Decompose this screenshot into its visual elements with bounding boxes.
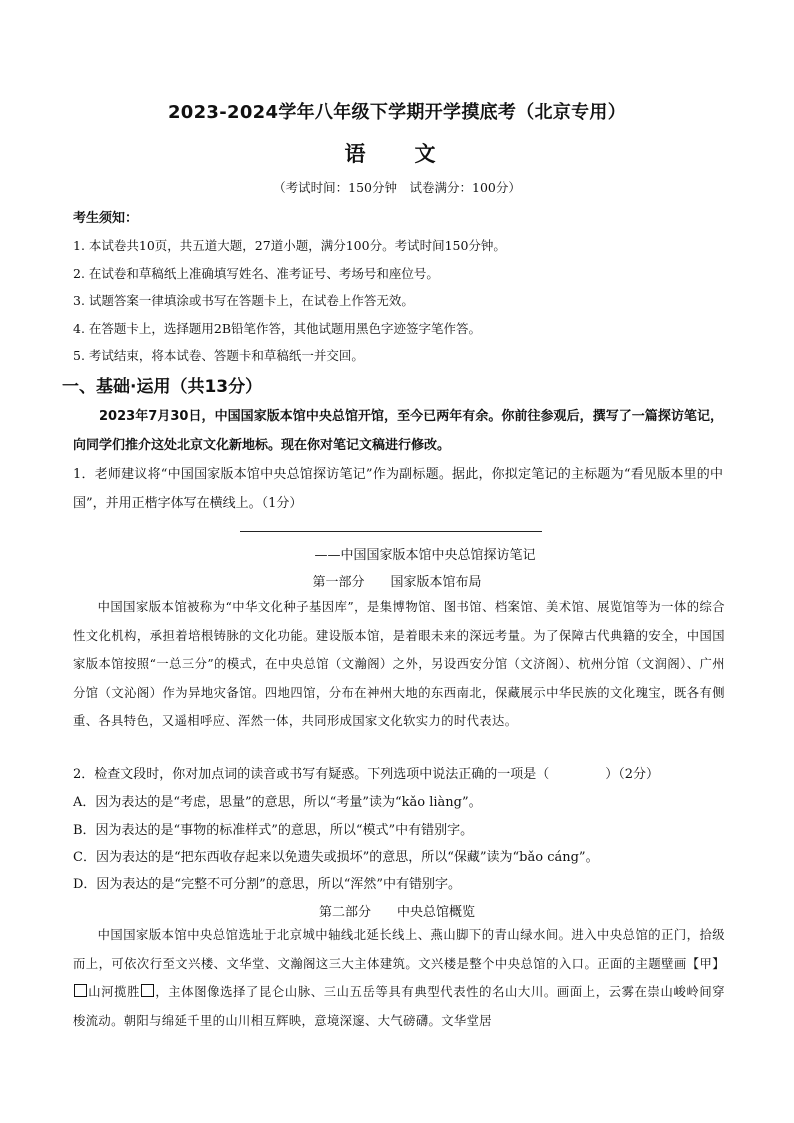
- question-2-points: ）（2分）: [605, 767, 660, 782]
- notice-list: [73, 232, 733, 370]
- question-2-stem: 2．检查文段时，你对加点词的读音或书写有疑惑。下列选项中说法正确的一项是（: [73, 767, 550, 782]
- option-d: D．因为表达的是“完整不可分割”的意思，所以“浑然”中有错别字。: [73, 877, 462, 892]
- part1-heading: 第一部分 国家版本馆布局: [312, 575, 482, 590]
- notice-item: 4. 在答题卡上，选择题用2B铅笔作答，其他试题用黑色字迹签字笔作答。: [73, 320, 482, 336]
- part1-passage-text: 中国国家版本馆被称为“中华文化种子基因库”，是集博物馆、图书馆、档案馆、美术馆、展览馆等为一体的综合性文化机构，承担着培根铸脉的文化功能。建设版本馆，是着眼未来的深远考量。为了保障古代典籍的安全，中国国家版本馆按照“一总三分”的模式，在中央总馆（文瀚阁）之外，另设西安分馆（文济阁）、杭州分馆（文润阁）、广州分馆（文沁阁）作为异地灾备馆。四地四馆，分布在神州大地的东西南北，保藏展示中华民族的文化瑰宝，既各有侧重、各具特色，又遥相呼应、浑然一体，共同形成国家文化软实力的时代表达。: [73, 600, 725, 729]
- option-c: C．因为表达的是“把东西收存起来以免遗失或损坏”的意思，所以“保藏”读为“bǎo cáng”。: [73, 850, 599, 865]
- notice-heading: 考生须知：: [73, 211, 139, 226]
- answer-blank-line[interactable]: [240, 531, 542, 532]
- part2-passage: [73, 921, 725, 1035]
- notice-item: 1. 本试卷共10页，共五道大题，27道小题，满分100分。考试时间150分钟。: [73, 238, 506, 253]
- part2-heading: 第二部分 中央总馆概览: [318, 905, 475, 920]
- part2-text-end: ，主体图像选择了昆仑山脉、三山五岳等具有典型代表性的名山大川。画面上，云雾在崇山峻岭间穿梭流动。朝阳与绵延千里的山川相互辉映，意境深邃、大气磅礴。文华堂居: [73, 985, 725, 1028]
- part1-passage: [73, 593, 725, 736]
- question-1: [73, 461, 723, 518]
- question-2: [73, 763, 659, 782]
- blank-box-right: [141, 984, 154, 997]
- part2-passage-text: [73, 921, 725, 1035]
- section-intro-text: 2023年7月30日，中国国家版本馆中央总馆开馆，至今已两年有余。你前往参观后，撰写了一篇探访笔记，向同学们推介这处北京文化新地标。现在你对笔记文稿进行修改。: [73, 409, 723, 453]
- option-a: A．因为表达的是“考虑，思量”的意思，所以“考量”读为“kǎo liàng”。: [73, 795, 482, 810]
- subject-title: 语 文: [344, 142, 450, 166]
- notice-item: 5. 考试结束，将本试卷、答题卡和草稿纸一并交回。: [73, 348, 364, 363]
- subtitle: ——中国国家版本馆中央总馆探访笔记: [314, 548, 536, 563]
- part2-text-mid: 山河揽胜: [88, 985, 141, 1000]
- question-1-text: 1．老师建议将“中国国家版本馆中央总馆探访笔记”作为副标题。据此，你拟定笔记的主标题为“看见版本里的中国”，并用正楷字体写在横线上。（1分）: [73, 467, 723, 511]
- exam-info: （考试时间：150分钟 试卷满分：100分）: [273, 180, 521, 195]
- blank-box-left: [74, 984, 87, 997]
- section-heading: 一、基础·运用（共13分）: [62, 377, 263, 397]
- notice-item: 3. 试题答案一律填涂或书写在答题卡上，在试卷上作答无效。: [73, 293, 414, 308]
- section-intro: [73, 403, 723, 460]
- exam-title: 2023-2024学年八年级下学期开学摸底考（北京专用）: [167, 102, 627, 123]
- notice-item: 2. 在试卷和草稿纸上准确填写姓名、准考证号、考场号和座位号。: [73, 265, 439, 281]
- option-b: B．因为表达的是“事物的标准样式”的意思，所以“模式”中有错别字。: [73, 823, 474, 838]
- part2-text-start: 中国国家版本馆中央总馆选址于北京城中轴线北延长线上、燕山脚下的青山绿水间。进入中央总馆的正门，拾级而上，可依次行至文兴楼、文华堂、文瀚阁这三大主体建筑。文兴楼是整个中央总馆的入口。正面的主题壁画【甲】: [73, 928, 725, 971]
